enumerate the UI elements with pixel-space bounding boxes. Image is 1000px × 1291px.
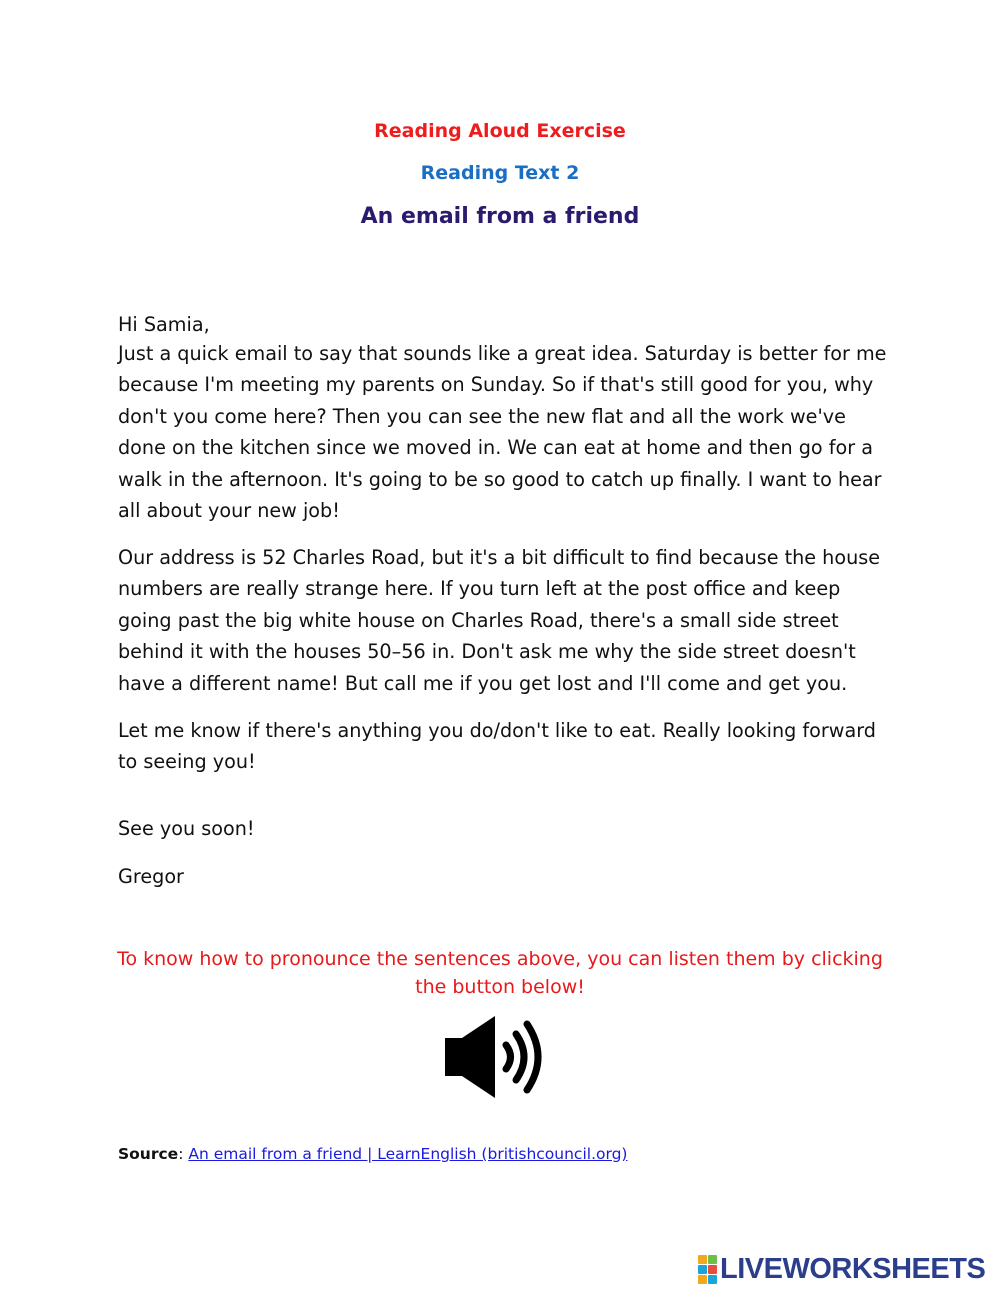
audio-play-button[interactable] (440, 1012, 550, 1102)
reading-text-number: Reading Text 2 (420, 162, 580, 184)
source-label: Source (118, 1145, 179, 1163)
letter-paragraph-2: Our address is 52 Charles Road, but it's a bit difficult to find because the house numbers are really strange here. If you turn left at the post office and keep going past the big white house on Charles Road, there's a small side street behind it with the houses 50–56 in. Don't ask me why the side street doesn't have a different name! But call me if you get lost and I'll come and get you. (118, 546, 881, 695)
liveworksheets-logo[interactable] (698, 1254, 985, 1284)
letter-signoff: See you soon! (118, 817, 255, 841)
logo-text: LIVEWORKSHEETS (720, 1253, 986, 1285)
letter-signature: Gregor (118, 865, 184, 889)
source-separator: : (178, 1145, 189, 1163)
letter-paragraph-3: Let me know if there's anything you do/don't like to eat. Really looking forward to seeing you! (118, 719, 876, 774)
pronunciation-notice: To know how to pronounce the sentences above, you can listen them by clicking the button below! (117, 948, 883, 998)
letter-greeting: Hi Samia, (118, 313, 210, 337)
exercise-title: Reading Aloud Exercise (374, 120, 626, 142)
text-title: An email from a friend (360, 204, 640, 229)
speaker-icon (440, 1012, 550, 1102)
logo-blocks-icon (698, 1255, 717, 1284)
letter-paragraph-1: Just a quick email to say that sounds like a great idea. Saturday is better for me because I'm meeting my parents on Sunday. So if that's still good for you, why don't you come here? Then you can see the new flat and all the work we've done on the kitchen since we moved in. We can eat at home and then go for a walk in the afternoon. It's going to be so good to catch up finally. I want to hear all about your new job! (118, 342, 887, 523)
source-line (118, 1145, 627, 1163)
source-link[interactable]: An email from a friend | LearnEnglish (britishcouncil.org) (188, 1145, 628, 1163)
